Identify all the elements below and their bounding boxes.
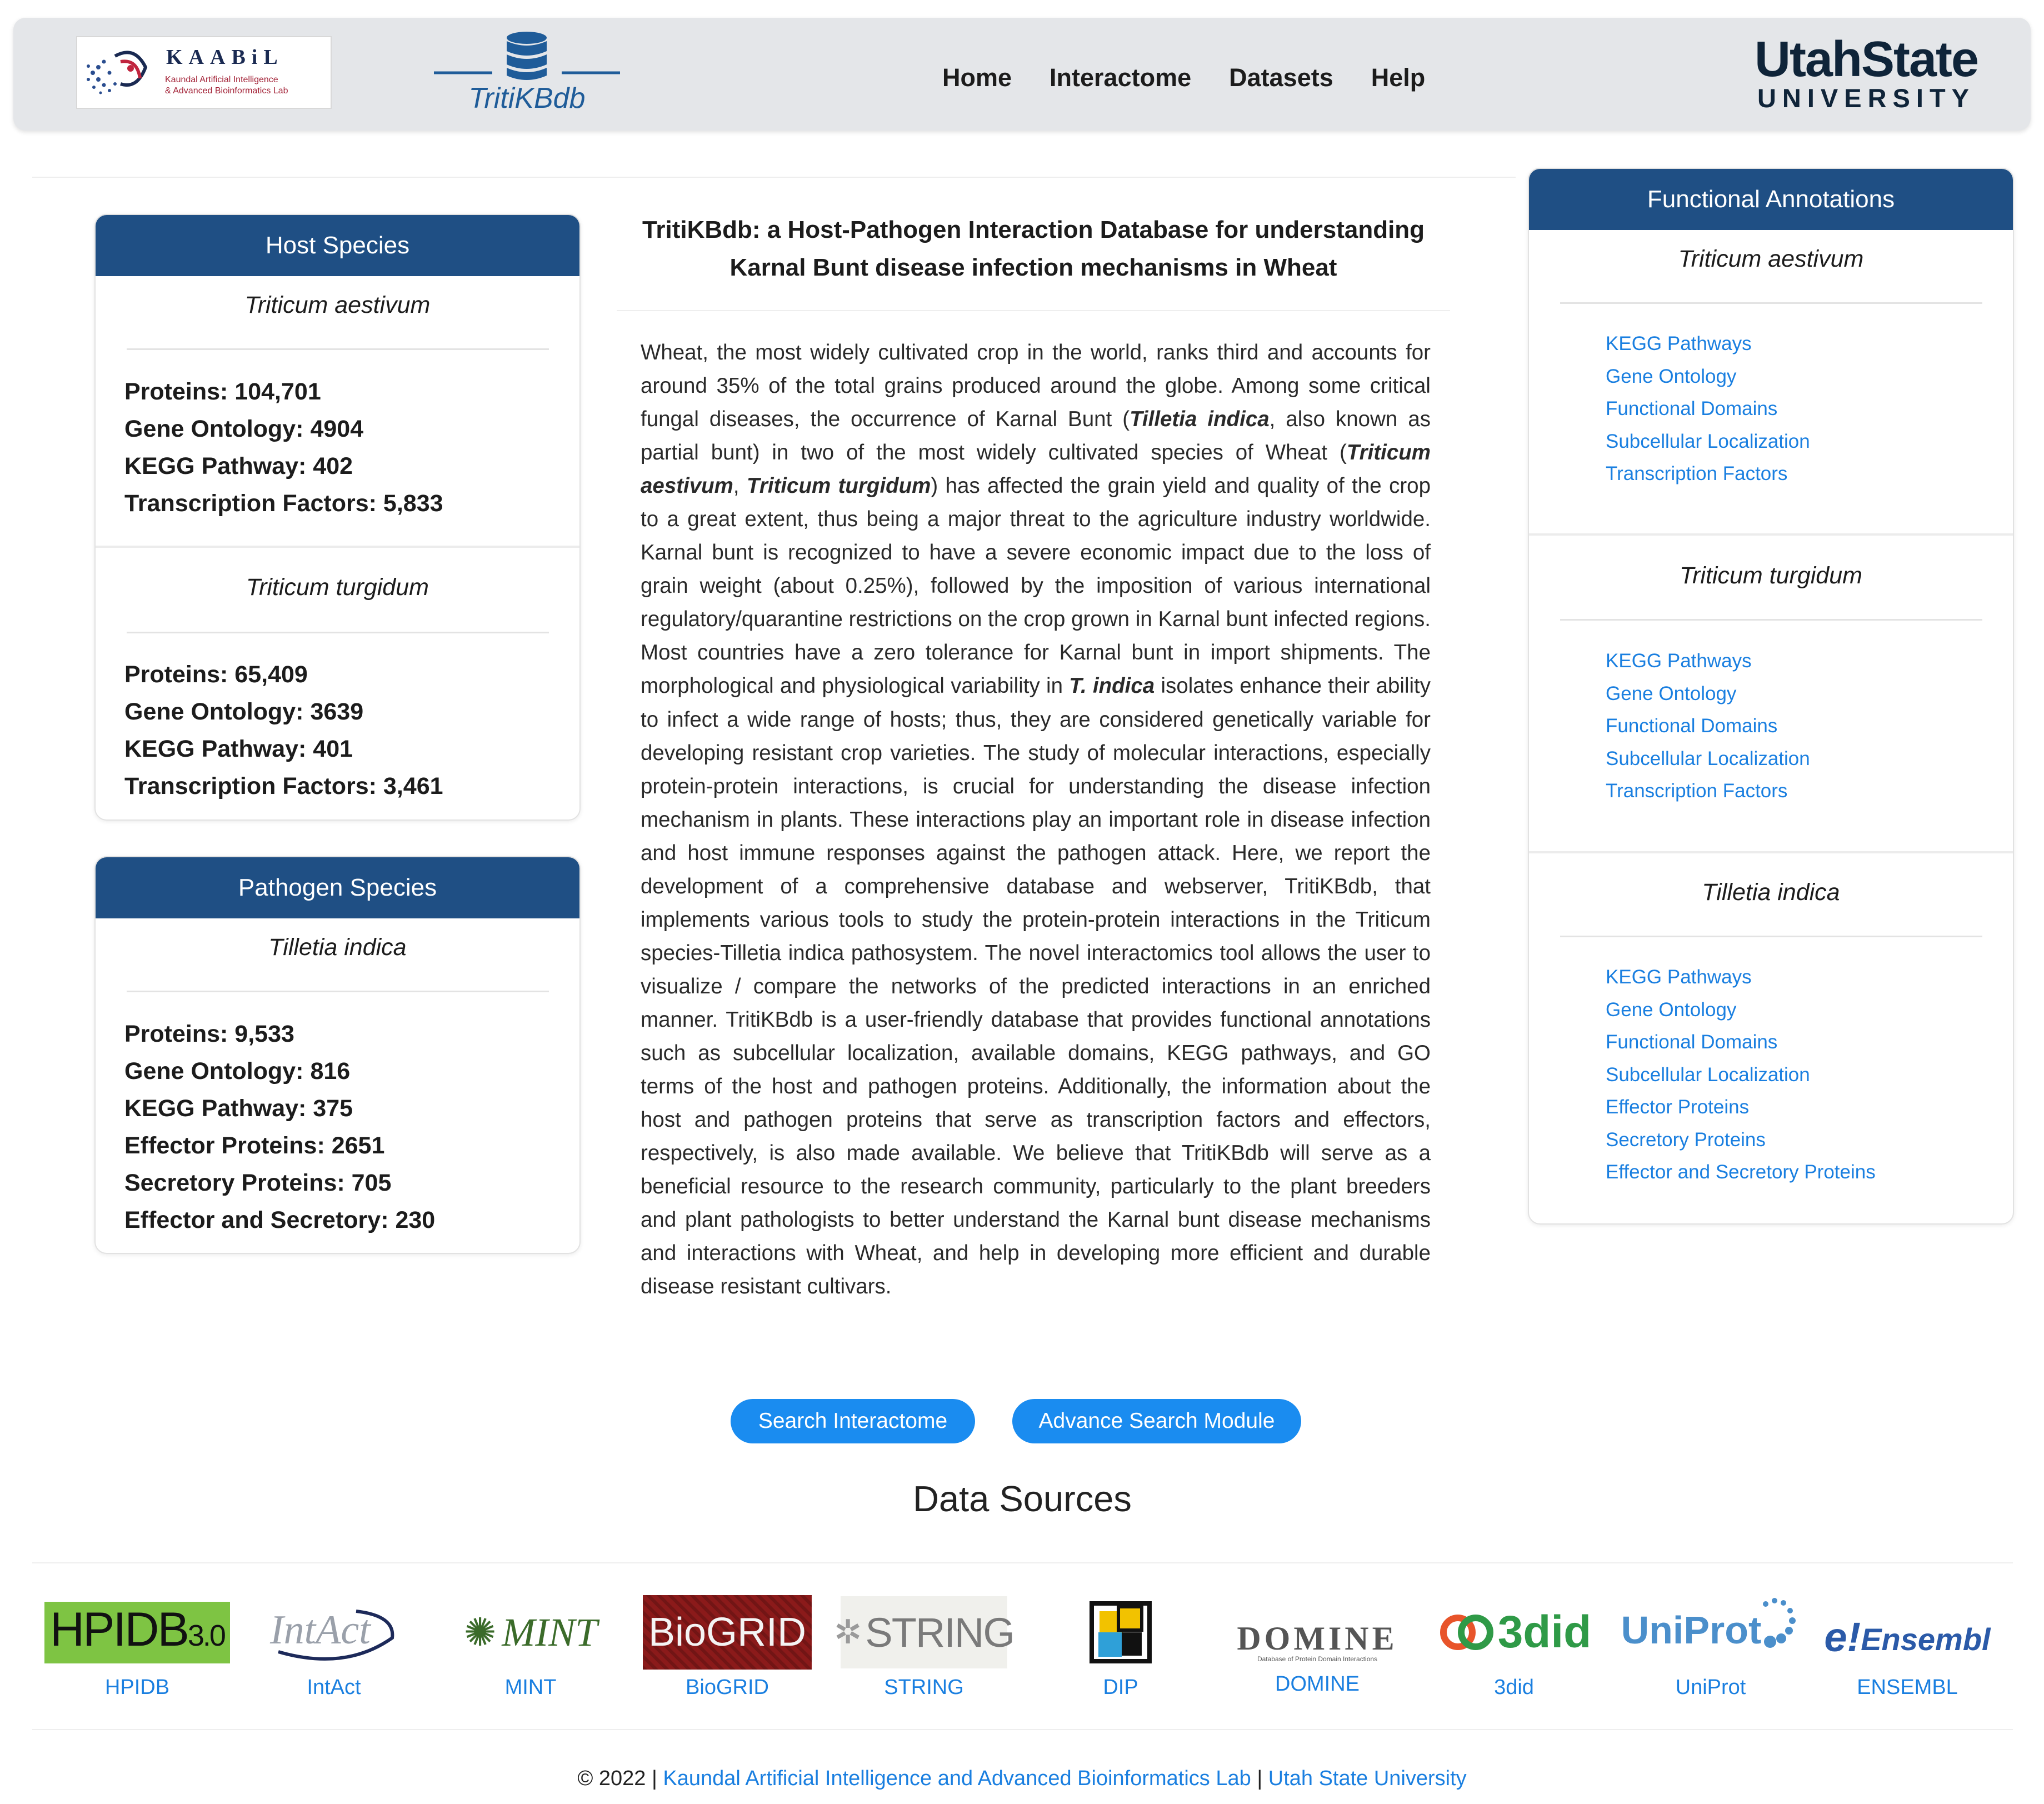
hpidb-logo-text: HPIDB xyxy=(50,1602,188,1656)
mint-logo xyxy=(439,1593,622,1671)
functional-annotations-card xyxy=(1528,168,2014,1225)
host-1-transcription-factors: Transcription Factors: 5,833 xyxy=(124,490,443,517)
pathogen-species-header: Pathogen Species xyxy=(96,857,579,918)
data-sources-divider xyxy=(32,1562,2013,1563)
kaabil-logo[interactable] xyxy=(76,36,332,109)
advance-search-button[interactable]: Advance Search Module xyxy=(1012,1399,1301,1443)
footer-separator: | xyxy=(1257,1767,1263,1790)
link-kegg-pathways[interactable]: KEGG Pathways xyxy=(1606,650,1752,672)
source-3did[interactable] xyxy=(1422,1593,1606,1705)
data-sources-title: Data Sources xyxy=(913,1478,1132,1519)
species-divider xyxy=(1529,851,2013,853)
source-intact[interactable] xyxy=(242,1593,426,1705)
annotation-species-2: Triticum turgidum xyxy=(1680,562,1862,589)
host-species-name-2: Triticum turgidum xyxy=(246,574,429,601)
species-separator xyxy=(127,348,549,350)
intro-text-5: isolates enhance their ability to infect a wide range of hosts; thus, they are considered genetically variable for developing resistant crop varieties. The study of molecular interactions, especially protein-protein interactions, is crucial for understanding the disease infection mechanism in plants. These interactions play an important role in disease infection and host immune responses against the pathogen attack. Here, we report the development of a comprehensive database and webserver, TritiKBdb, that implements various tools to study the protein-protein interactions in the Triticum species-Tilletia indica pathosystem. The novel interactomics tool allows the user to visualize / compare the networks of the predicted interactions in an enriched manner. TritiKBdb is a user-friendly database that provides functional annotations such as subcellular localization, available domains, KEGG pathways, and GO terms of the host and pathogen proteins. Additionally, the information about the host and pathogen proteins that serve as transcription factors and effectors, respectively, is also made available. We believe that TritiKBdb will serve as a beneficial resource to the research community, particularly to the plant breeders and plant pathologists to better understand the Karnal bunt disease mechanisms and interactions with Wheat, and help in developing more efficient and durable disease resistant cultivars. xyxy=(641,674,1431,1299)
3did-rings-icon xyxy=(1437,1607,1498,1657)
usu-logo-bottom: UNIVERSITY xyxy=(1757,83,1976,113)
host-species-name-1: Triticum aestivum xyxy=(244,292,431,318)
host-1-proteins: Proteins: 104,701 xyxy=(124,378,321,405)
nav-home[interactable]: Home xyxy=(942,63,1012,92)
link-kegg-pathways[interactable]: KEGG Pathways xyxy=(1606,966,1752,988)
string-logo-text: STRING xyxy=(865,1609,1014,1656)
species-separator xyxy=(127,991,549,992)
top-divider xyxy=(32,177,1516,178)
kaabil-emblem-icon xyxy=(82,39,165,107)
species-separator xyxy=(1560,936,1982,937)
database-icon xyxy=(434,30,620,86)
usu-logo[interactable] xyxy=(1733,34,2000,112)
kaabil-name: KAABiL xyxy=(166,46,284,69)
source-hpidb[interactable] xyxy=(46,1593,229,1705)
ensembl-logo-text: Ensembl xyxy=(1861,1621,1991,1657)
hpidb-logo xyxy=(46,1593,229,1671)
ensembl-logo xyxy=(1816,1593,1999,1671)
footer-copyright: © 2022 | xyxy=(577,1767,657,1790)
source-caption: IntAct xyxy=(307,1676,361,1699)
page-title-line-1: TritiKBdb: a Host-Pathogen Interaction Database for understanding xyxy=(642,216,1425,243)
source-caption: HPIDB xyxy=(104,1676,170,1699)
host-1-gene-ontology: Gene Ontology: 4904 xyxy=(124,416,364,442)
species-separator xyxy=(1560,302,1982,304)
tritikbdb-logo[interactable] xyxy=(434,30,620,119)
pathogen-effector-and-secretory: Effector and Secretory: 230 xyxy=(124,1207,436,1233)
source-mint[interactable] xyxy=(439,1593,622,1705)
link-secretory-proteins[interactable]: Secretory Proteins xyxy=(1606,1128,1766,1151)
annotation-links-1 xyxy=(1606,328,1810,491)
pathogen-kegg-pathway: KEGG Pathway: 375 xyxy=(124,1095,353,1122)
intro-em-tilletia: Tilletia indica xyxy=(1130,407,1270,432)
annotation-species-3: Tilletia indica xyxy=(1702,879,1840,906)
source-caption: STRING xyxy=(884,1676,964,1699)
intro-text-3: , xyxy=(733,474,747,498)
pathogen-species-card xyxy=(94,856,581,1254)
annotation-links-2 xyxy=(1606,645,1810,808)
source-caption: DIP xyxy=(1103,1676,1138,1699)
title-divider xyxy=(617,310,1450,311)
host-2-kegg-pathway: KEGG Pathway: 401 xyxy=(124,736,353,762)
footer-lab-link[interactable]: Kaundal Artificial Intelligence and Advanced Bioinformatics Lab xyxy=(663,1767,1251,1790)
species-separator xyxy=(1560,619,1982,621)
nav-interactome[interactable]: Interactome xyxy=(1050,63,1192,92)
functional-annotations-header: Functional Annotations xyxy=(1529,169,2013,230)
pathogen-species-name: Tilletia indica xyxy=(268,934,407,961)
link-transcription-factors[interactable]: Transcription Factors xyxy=(1606,463,1788,484)
kaabil-subtitle-2: & Advanced Bioinformatics Lab xyxy=(165,86,288,96)
search-interactome-button[interactable]: Search Interactome xyxy=(731,1399,975,1443)
usu-logo-top: UtahState xyxy=(1754,32,1978,87)
ensembl-e-icon: e! xyxy=(1824,1613,1861,1660)
host-2-proteins: Proteins: 65,409 xyxy=(124,661,308,688)
link-gene-ontology[interactable]: Gene Ontology xyxy=(1606,682,1737,704)
link-functional-domains[interactable]: Functional Domains xyxy=(1606,1031,1778,1053)
main-nav xyxy=(942,63,1425,92)
source-domine[interactable] xyxy=(1226,1593,1409,1705)
intro-em-turgidum: Triticum turgidum xyxy=(747,474,931,498)
source-biogrid[interactable] xyxy=(636,1593,819,1705)
mint-logo-text: MINT xyxy=(502,1610,598,1655)
host-2-transcription-factors: Transcription Factors: 3,461 xyxy=(124,773,443,799)
mint-leaf-icon: ✺ xyxy=(463,1611,497,1654)
3did-logo-text: 3did xyxy=(1497,1607,1592,1657)
pathogen-proteins: Proteins: 9,533 xyxy=(124,1021,294,1047)
source-caption: UniProt xyxy=(1675,1676,1746,1699)
link-gene-ontology[interactable]: Gene Ontology xyxy=(1606,365,1737,387)
uniprot-dots-icon xyxy=(1761,1596,1800,1668)
footer xyxy=(0,1767,2044,1791)
source-caption: 3did xyxy=(1494,1676,1534,1699)
link-gene-ontology[interactable]: Gene Ontology xyxy=(1606,998,1737,1021)
intro-text-4: ) has affected the grain yield and quality of the crop to a great extent, thus being a major threat to the agriculture industry worldwide. Karnal bunt is recognized to have a severe economic impact due to the loss of grain weight (about 0.25%), followed by the imposition of various international regulatory/quarantine restrictions on the crop grown in Karnal bunt infected regions. Most countries have a zero tolerance for Karnal bunt in import shipments. The morphological and physiological variability in xyxy=(641,474,1431,698)
host-1-kegg-pathway: KEGG Pathway: 402 xyxy=(124,453,353,479)
link-subcellular-localization[interactable]: Subcellular Localization xyxy=(1606,430,1810,452)
link-kegg-pathways[interactable]: KEGG Pathways xyxy=(1606,333,1752,354)
domine-logo xyxy=(1226,1593,1409,1671)
string-network-icon: ✲ xyxy=(834,1613,862,1651)
nav-datasets[interactable]: Datasets xyxy=(1229,63,1333,92)
host-species-card xyxy=(94,214,581,821)
species-divider xyxy=(1529,533,2013,536)
page-title xyxy=(617,211,1450,287)
pathogen-secretory-proteins: Secretory Proteins: 705 xyxy=(124,1170,392,1196)
annotation-species-1: Triticum aestivum xyxy=(1678,246,1864,272)
uniprot-logo xyxy=(1619,1593,1802,1671)
dip-logo xyxy=(1029,1593,1212,1671)
string-logo xyxy=(832,1593,1016,1671)
link-functional-domains[interactable]: Functional Domains xyxy=(1606,715,1778,737)
annotation-links-3 xyxy=(1606,961,1876,1189)
source-dip[interactable] xyxy=(1029,1593,1212,1705)
host-species-header: Host Species xyxy=(96,215,579,276)
source-caption: DOMINE xyxy=(1275,1672,1360,1696)
3did-logo xyxy=(1422,1593,1606,1671)
intact-logo-text: IntAct xyxy=(270,1607,371,1653)
link-effector-proteins[interactable]: Effector Proteins xyxy=(1606,1096,1750,1118)
species-divider xyxy=(96,546,579,548)
source-ensembl[interactable] xyxy=(1816,1593,1999,1705)
uniprot-logo-text: UniProt xyxy=(1621,1608,1762,1652)
link-subcellular-localization[interactable]: Subcellular Localization xyxy=(1606,1063,1810,1086)
source-caption: ENSEMBL xyxy=(1857,1676,1958,1699)
intro-text-1: Wheat, the most widely cultivated crop in the world, ranks third and accounts for around 35% of the total grains produced around the globe. Among some critical fungal diseases, the occurrence of Karnal Bunt ( xyxy=(641,341,1431,432)
domine-logo-text: DOMINE xyxy=(1237,1620,1398,1657)
intro-paragraph xyxy=(641,336,1431,1303)
source-caption: BioGRID xyxy=(686,1676,769,1699)
dip-blocks-icon xyxy=(1087,1599,1154,1666)
intact-logo xyxy=(242,1593,426,1671)
domine-logo-subtitle: Database of Protein Domain Interactions xyxy=(1257,1655,1378,1663)
pathogen-effector-proteins: Effector Proteins: 2651 xyxy=(124,1132,385,1159)
biogrid-logo xyxy=(636,1593,819,1671)
hpidb-logo-version: 3.0 xyxy=(187,1618,224,1652)
intro-em-aestivum: Triticum aestivum xyxy=(641,441,1431,498)
page-title-line-2: Karnal Bunt disease infection mechanisms in Wheat xyxy=(729,254,1337,281)
link-transcription-factors[interactable]: Transcription Factors xyxy=(1606,780,1788,802)
source-caption: MINT xyxy=(504,1676,557,1699)
link-subcellular-localization[interactable]: Subcellular Localization xyxy=(1606,747,1810,769)
nav-help[interactable]: Help xyxy=(1371,63,1426,92)
intro-em-tindica: T. indica xyxy=(1069,674,1155,698)
site-name: TritiKBdb xyxy=(468,82,586,114)
navbar xyxy=(13,18,2031,131)
biogrid-logo-text: BioGRID xyxy=(643,1595,812,1670)
kaabil-subtitle-1: Kaundal Artificial Intelligence xyxy=(165,75,278,84)
intro-text-2: , also known as partial bunt) in two of the most widely cultivated species of Wheat ( xyxy=(641,407,1431,465)
source-uniprot[interactable] xyxy=(1619,1593,1802,1705)
footer-usu-link[interactable]: Utah State University xyxy=(1268,1767,1467,1790)
host-2-gene-ontology: Gene Ontology: 3639 xyxy=(124,698,364,725)
footer-divider xyxy=(32,1729,2013,1730)
link-effector-and-secretory-proteins[interactable]: Effector and Secretory Proteins xyxy=(1606,1161,1876,1183)
species-separator xyxy=(127,632,549,633)
link-functional-domains[interactable]: Functional Domains xyxy=(1606,398,1778,419)
source-string[interactable] xyxy=(832,1593,1016,1705)
pathogen-gene-ontology: Gene Ontology: 816 xyxy=(124,1058,351,1085)
